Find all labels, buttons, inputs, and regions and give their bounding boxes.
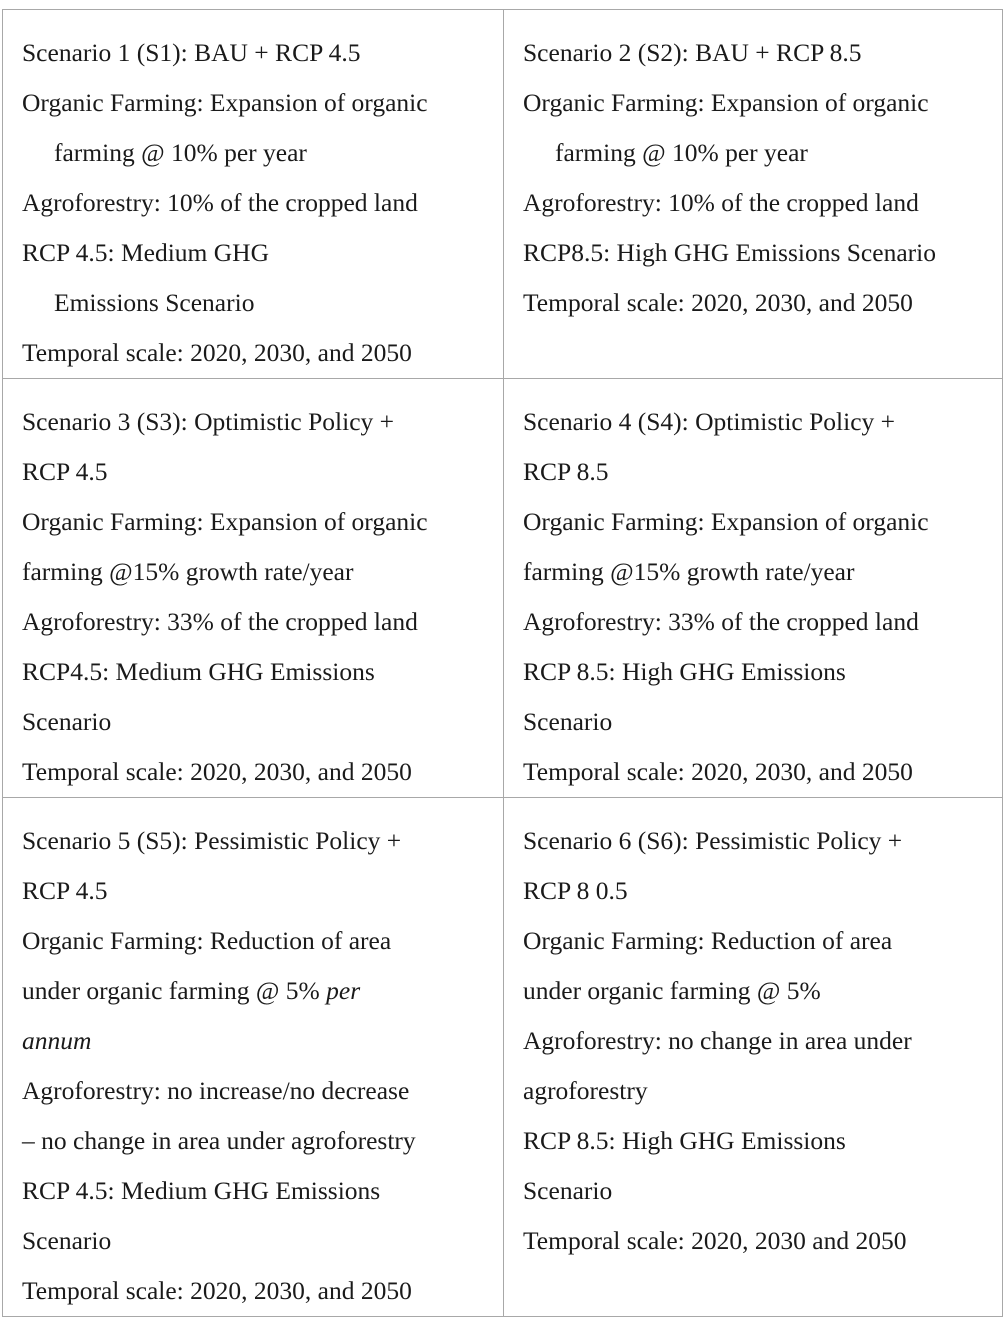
- temporal-scale-text: Temporal scale: 2020, 2030, and 2050: [22, 757, 412, 786]
- organic-farming-text-cont: farming @ 10% per year: [54, 138, 307, 167]
- agroforestry-text: Agroforestry: 10% of the cropped land: [22, 188, 418, 217]
- annum-italic: annum: [22, 1026, 92, 1055]
- table-row: [3, 10, 1003, 379]
- scenario-title: Scenario 2 (S2): BAU + RCP 8.5: [523, 38, 862, 67]
- rcp-text: RCP8.5: High GHG Emissions Scenario: [523, 238, 936, 267]
- organic-farming-text-cont: farming @15% growth rate/year: [523, 557, 855, 586]
- scenario-cell-s5: [3, 798, 504, 1317]
- scenario-cell-s3: [3, 379, 504, 798]
- organic-farming-text: Organic Farming: Expansion of organic: [523, 507, 929, 536]
- scenario-cell-s1: [3, 10, 504, 379]
- rcp-text-cont: Scenario: [523, 707, 613, 736]
- scenario-title-cont: RCP 8.5: [523, 457, 609, 486]
- per-annum-italic: per: [326, 976, 361, 1005]
- organic-farming-text: Organic Farming: Expansion of organic: [22, 88, 428, 117]
- rcp-text: RCP 8.5: High GHG Emissions: [523, 657, 846, 686]
- scenario-title: Scenario 5 (S5): Pessimistic Policy +: [22, 826, 402, 855]
- scenario-cell-s4: [504, 379, 1003, 798]
- agroforestry-text: Agroforestry: no change in area under: [523, 1026, 912, 1055]
- scenario-title: Scenario 3 (S3): Optimistic Policy +: [22, 407, 395, 436]
- scenario-title-cont: RCP 4.5: [22, 457, 108, 486]
- rcp-text-cont: Scenario: [22, 707, 112, 736]
- rcp-text-cont: Scenario: [22, 1226, 112, 1255]
- table-row: [3, 379, 1003, 798]
- scenario-title-cont: RCP 8 0.5: [523, 876, 628, 905]
- organic-farming-rate-text: under organic farming @ 5%: [22, 976, 327, 1005]
- organic-farming-text-cont: farming @15% growth rate/year: [22, 557, 354, 586]
- rcp-text-cont: Scenario: [523, 1176, 613, 1205]
- organic-farming-text-cont: under organic farming @ 5%: [523, 976, 821, 1005]
- temporal-scale-text: Temporal scale: 2020, 2030, and 2050: [523, 288, 913, 317]
- agroforestry-text: Agroforestry: 33% of the cropped land: [22, 607, 418, 636]
- agroforestry-text: Agroforestry: 33% of the cropped land: [523, 607, 919, 636]
- agroforestry-text-cont: agroforestry: [523, 1076, 648, 1105]
- rcp-text: RCP 4.5: Medium GHG: [22, 238, 269, 267]
- organic-farming-text: Organic Farming: Expansion of organic: [523, 88, 929, 117]
- organic-farming-text: Organic Farming: Reduction of area: [22, 926, 392, 955]
- temporal-scale-text: Temporal scale: 2020, 2030 and 2050: [523, 1226, 907, 1255]
- rcp-text: RCP 4.5: Medium GHG Emissions: [22, 1176, 381, 1205]
- scenario-table: [2, 9, 1003, 1317]
- rcp-text: RCP 8.5: High GHG Emissions: [523, 1126, 846, 1155]
- rcp-text: RCP4.5: Medium GHG Emissions: [22, 657, 375, 686]
- temporal-scale-text: Temporal scale: 2020, 2030, and 2050: [523, 757, 913, 786]
- organic-farming-text: Organic Farming: Reduction of area: [523, 926, 893, 955]
- temporal-scale-text: Temporal scale: 2020, 2030, and 2050: [22, 338, 412, 367]
- scenario-title-cont: RCP 4.5: [22, 876, 108, 905]
- scenario-cell-s6: [504, 798, 1003, 1317]
- agroforestry-text: Agroforestry: no increase/no decrease: [22, 1076, 410, 1105]
- organic-farming-text-cont: farming @ 10% per year: [555, 138, 808, 167]
- agroforestry-text: Agroforestry: 10% of the cropped land: [523, 188, 919, 217]
- organic-farming-text-cont: [22, 966, 497, 1016]
- table-row: [3, 798, 1003, 1317]
- scenario-title: Scenario 1 (S1): BAU + RCP 4.5: [22, 38, 361, 67]
- scenario-cell-s2: [504, 10, 1003, 379]
- scenario-title: Scenario 4 (S4): Optimistic Policy +: [523, 407, 896, 436]
- rcp-text-cont: Emissions Scenario: [54, 288, 255, 317]
- scenario-title: Scenario 6 (S6): Pessimistic Policy +: [523, 826, 903, 855]
- organic-farming-text: Organic Farming: Expansion of organic: [22, 507, 428, 536]
- temporal-scale-text: Temporal scale: 2020, 2030, and 2050: [22, 1276, 412, 1305]
- agroforestry-text-cont: – no change in area under agroforestry: [22, 1126, 416, 1155]
